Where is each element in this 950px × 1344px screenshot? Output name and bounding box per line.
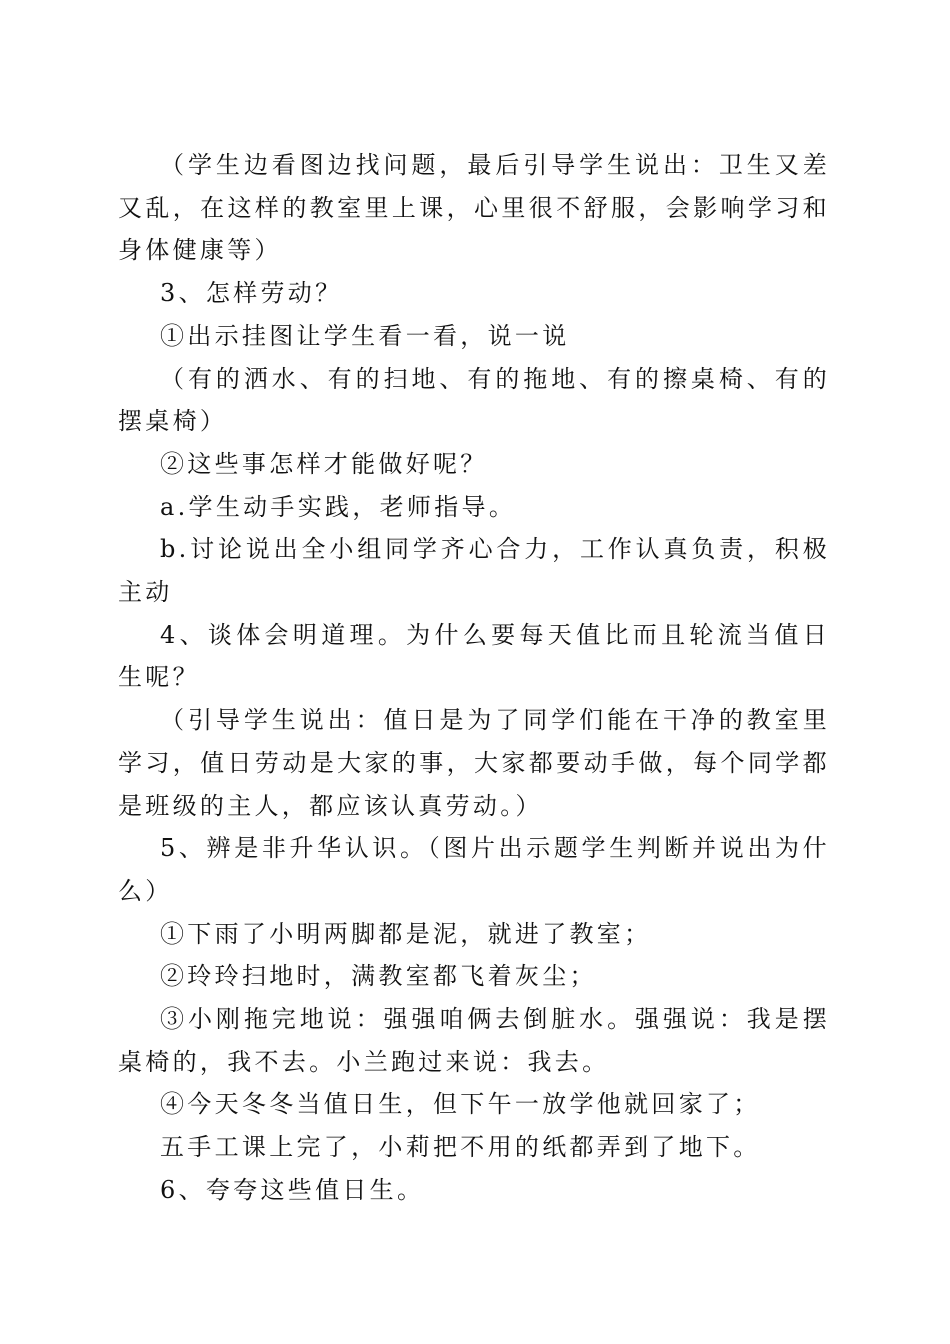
paragraph-heading-4: 4、谈体会明道理。为什么要每天值比而且轮流当值日生呢？ [118,620,830,692]
paragraph-guidance-note: （引导学生说出：值日是为了同学们能在干净的教室里学习，值日劳动是大家的事，大家都要动手做，每个同学都是班级的主人，都应该认真劳动。） [118,706,830,820]
paragraph-item-2: ②这些事怎样才能做好呢？ [160,449,488,478]
document-body [118,144,830,1212]
paragraph-observation-note: （学生边看图边找问题，最后引导学生说出：卫生又差又乱，在这样的教室里上课，心里很不舒服，会影响学习和身体健康等） [118,151,830,265]
paragraph-item-1: ①出示挂图让学生看一看，说一说 [160,321,570,350]
paragraph-case-4: ④今天冬冬当值日生，但下午一放学他就回家了； [160,1090,761,1119]
paragraph-item-b: b.讨论说出全小组同学齐心合力，工作认真负责，积极主动 [118,535,830,607]
paragraph-heading-5: 5、辨是非升华认识。（图片出示题学生判断并说出为什么） [118,834,830,905]
paragraph-case-5: 五手工课上完了，小莉把不用的纸都弄到了地下。 [160,1133,761,1162]
paragraph-case-2: ②玲玲扫地时，满教室都飞着灰尘； [160,962,597,991]
paragraph-item-a: a.学生动手实践，老师指导。 [160,492,517,521]
paragraph-heading-6: 6、夸夸这些值日生。 [160,1175,425,1204]
paragraph-case-1: ①下雨了小明两脚都是泥，就进了教室； [160,919,652,948]
paragraph-case-3: ③小刚拖完地说：强强咱俩去倒脏水。强强说：我是摆桌椅的，我不去。小兰跑过来说：我去。 [118,1005,830,1076]
paragraph-heading-3: 3、怎样劳动？ [160,279,343,308]
paragraph-tasks-note: （有的洒水、有的扫地、有的拖地、有的擦桌椅、有的摆桌椅） [118,364,830,436]
